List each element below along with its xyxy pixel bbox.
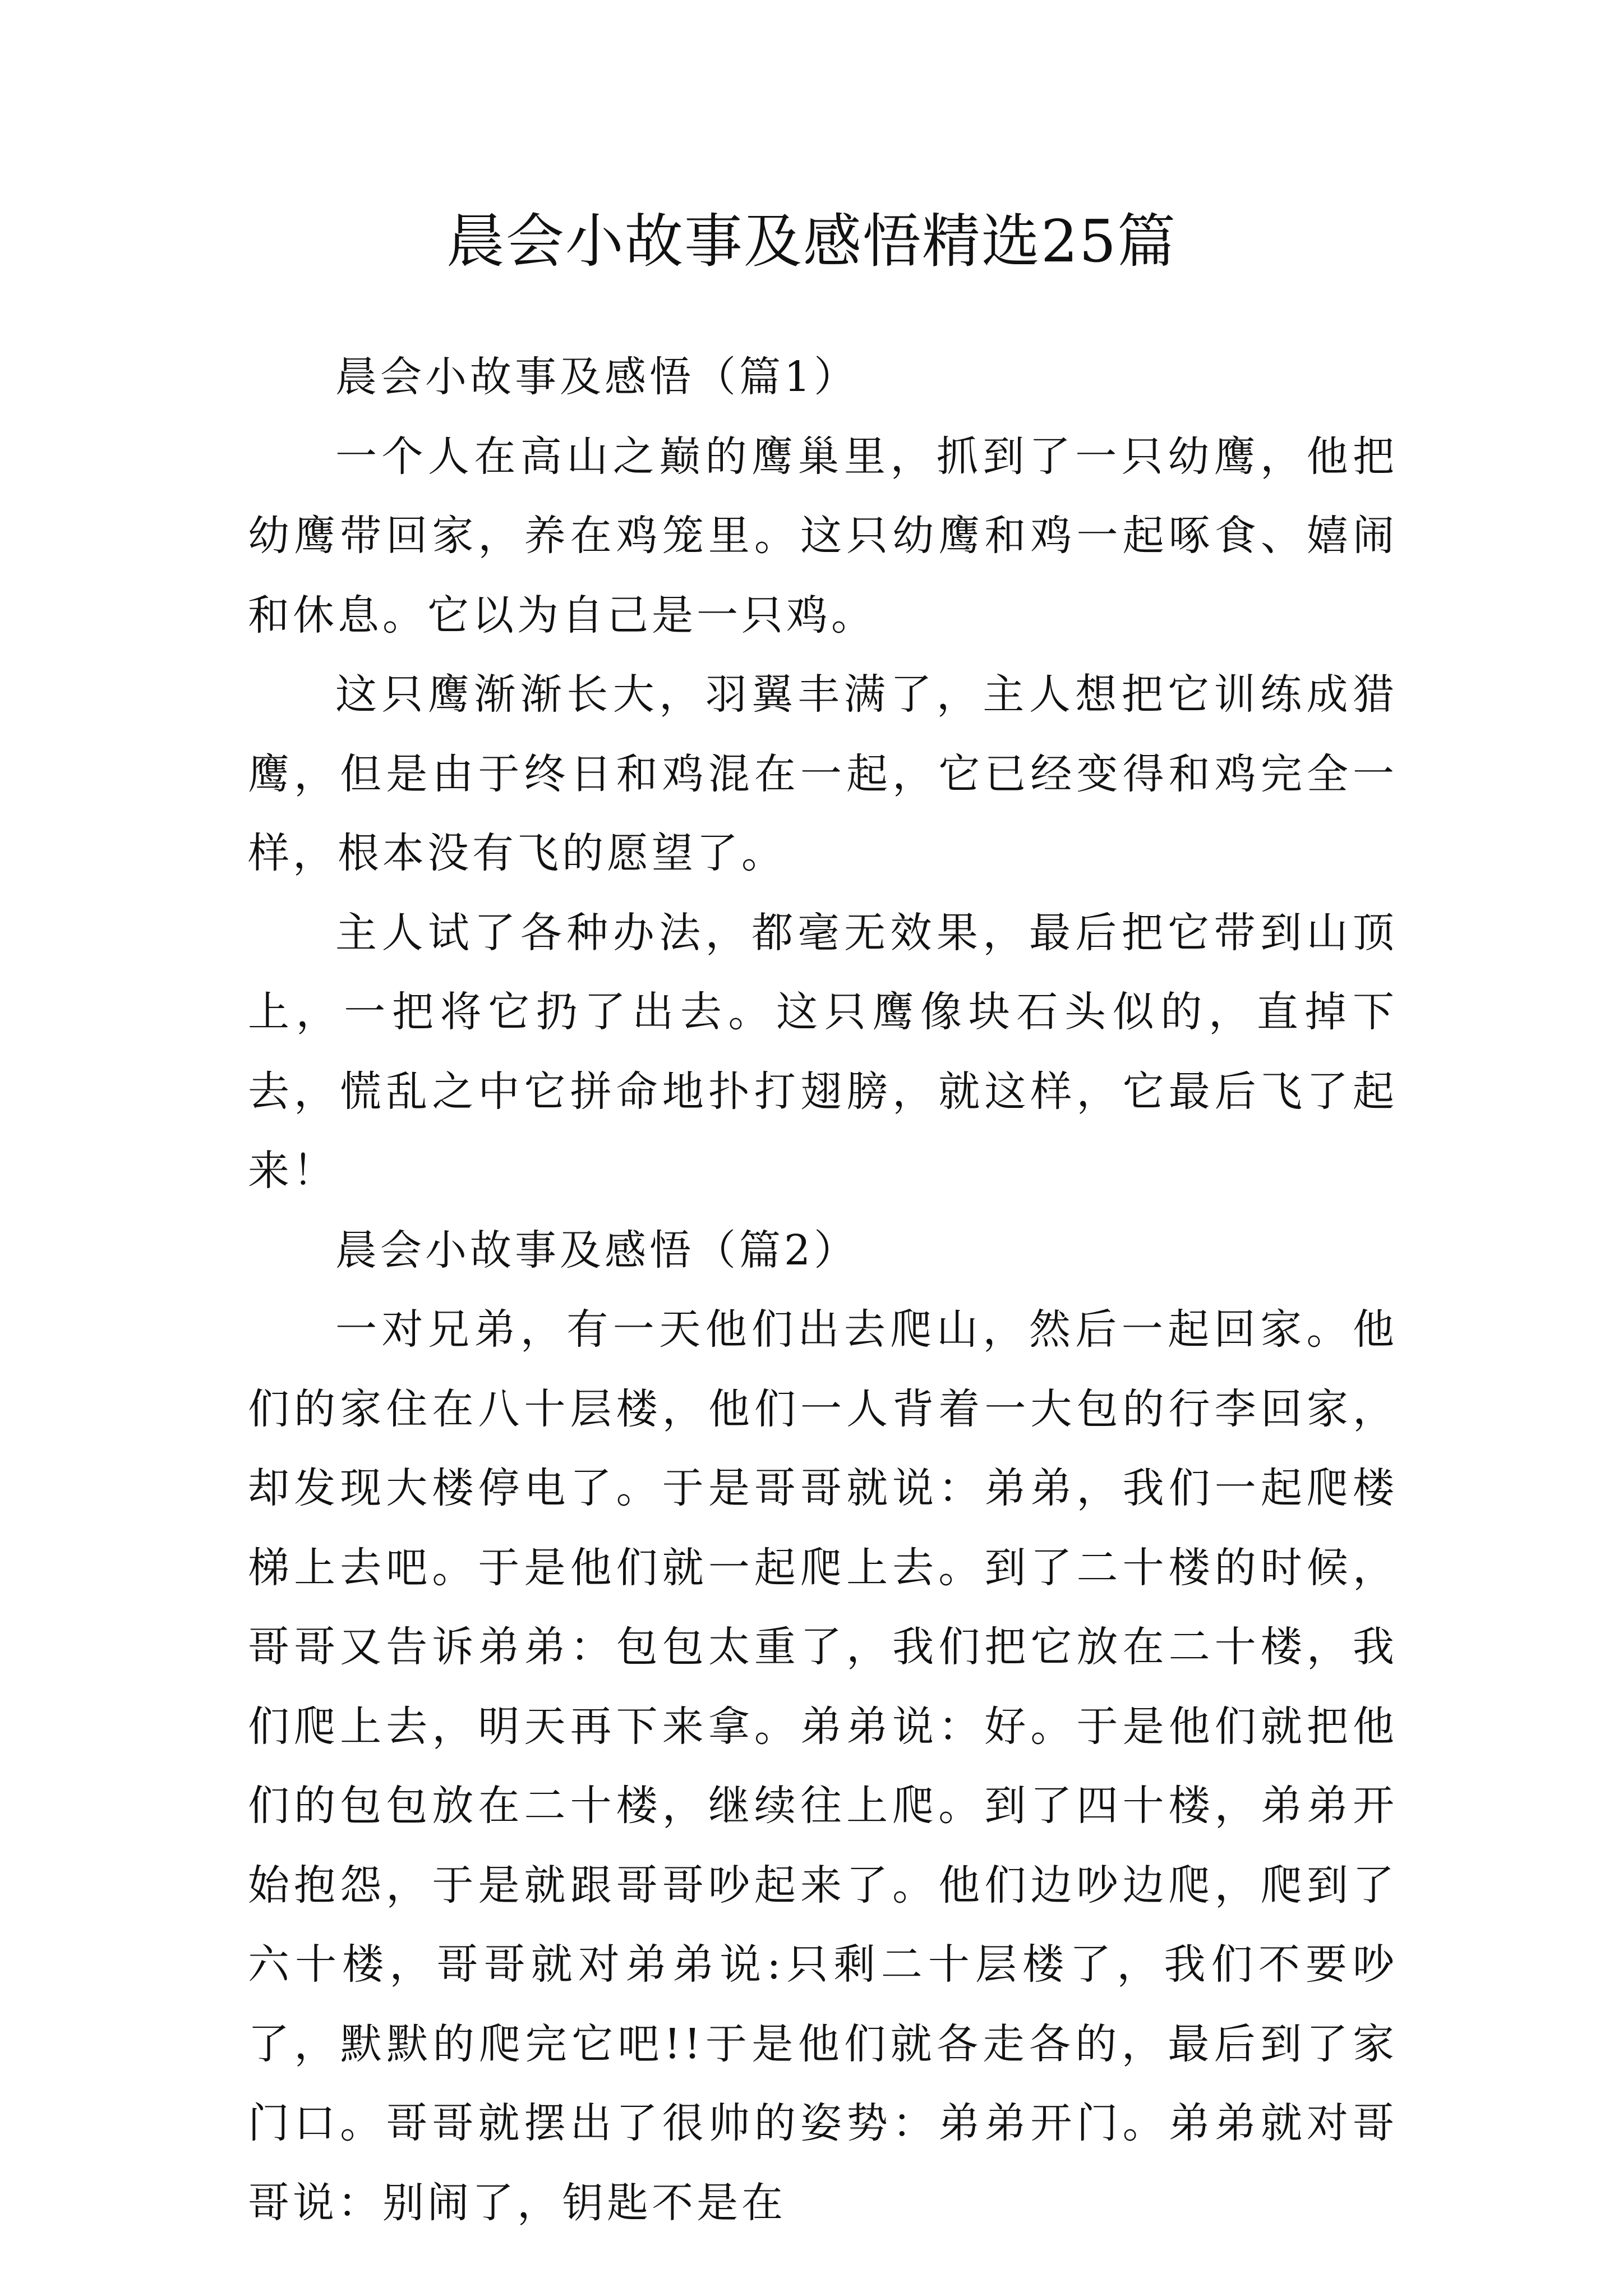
document-title: 晨会小故事及感悟精选25篇 — [446, 207, 1177, 275]
document-body — [248, 338, 1398, 2243]
paragraph: 主人试了各种办法，都毫无效果，最后把它带到山顶上，一把将它扔了出去。这只鹰像块石头似的，直掉下去，慌乱之中它拼命地扑打翅膀，就这样，它最后飞了起来！ — [248, 908, 1398, 1195]
paragraph: 一个人在高山之巅的鹰巢里，抓到了一只幼鹰，他把幼鹰带回家，养在鸡笼里。这只幼鹰和鸡一起啄食、嬉闹和休息。它以为自己是一只鸡。 — [248, 432, 1398, 639]
section-heading: 晨会小故事及感悟（篇2） — [335, 1226, 859, 1274]
paragraph: 这只鹰渐渐长大，羽翼丰满了，主人想把它训练成猎鹰，但是由于终日和鸡混在一起，它已经变得和鸡完全一样，根本没有飞的愿望了。 — [248, 670, 1398, 877]
paragraph: 一对兄弟，有一天他们出去爬山，然后一起回家。他们的家住在八十层楼，他们一人背着一大包的行李回家，却发现大楼停电了。于是哥哥就说：弟弟，我们一起爬楼梯上去吧。于是他们就一起爬上去。到了二十楼的时候，哥哥又告诉弟弟：包包太重了，我们把它放在二十楼，我们爬上去，明天再下来拿。弟弟说：好。于是他们就把他们的包包放在二十楼，继续往上爬。到了四十楼，弟弟开始抱怨，于是就跟哥哥吵起来了。他们边吵边爬，爬到了六十楼，哥哥就对弟弟说:只剩二十层楼了，我们不要吵了，默默的爬完它吧!!于是他们就各走各的，最后到了家门口。哥哥就摆出了很帅的姿势：弟弟开门。弟弟就对哥哥说：别闹了，钥匙不是在 — [248, 1305, 1398, 2227]
section-heading: 晨会小故事及感悟（篇1） — [335, 353, 859, 401]
